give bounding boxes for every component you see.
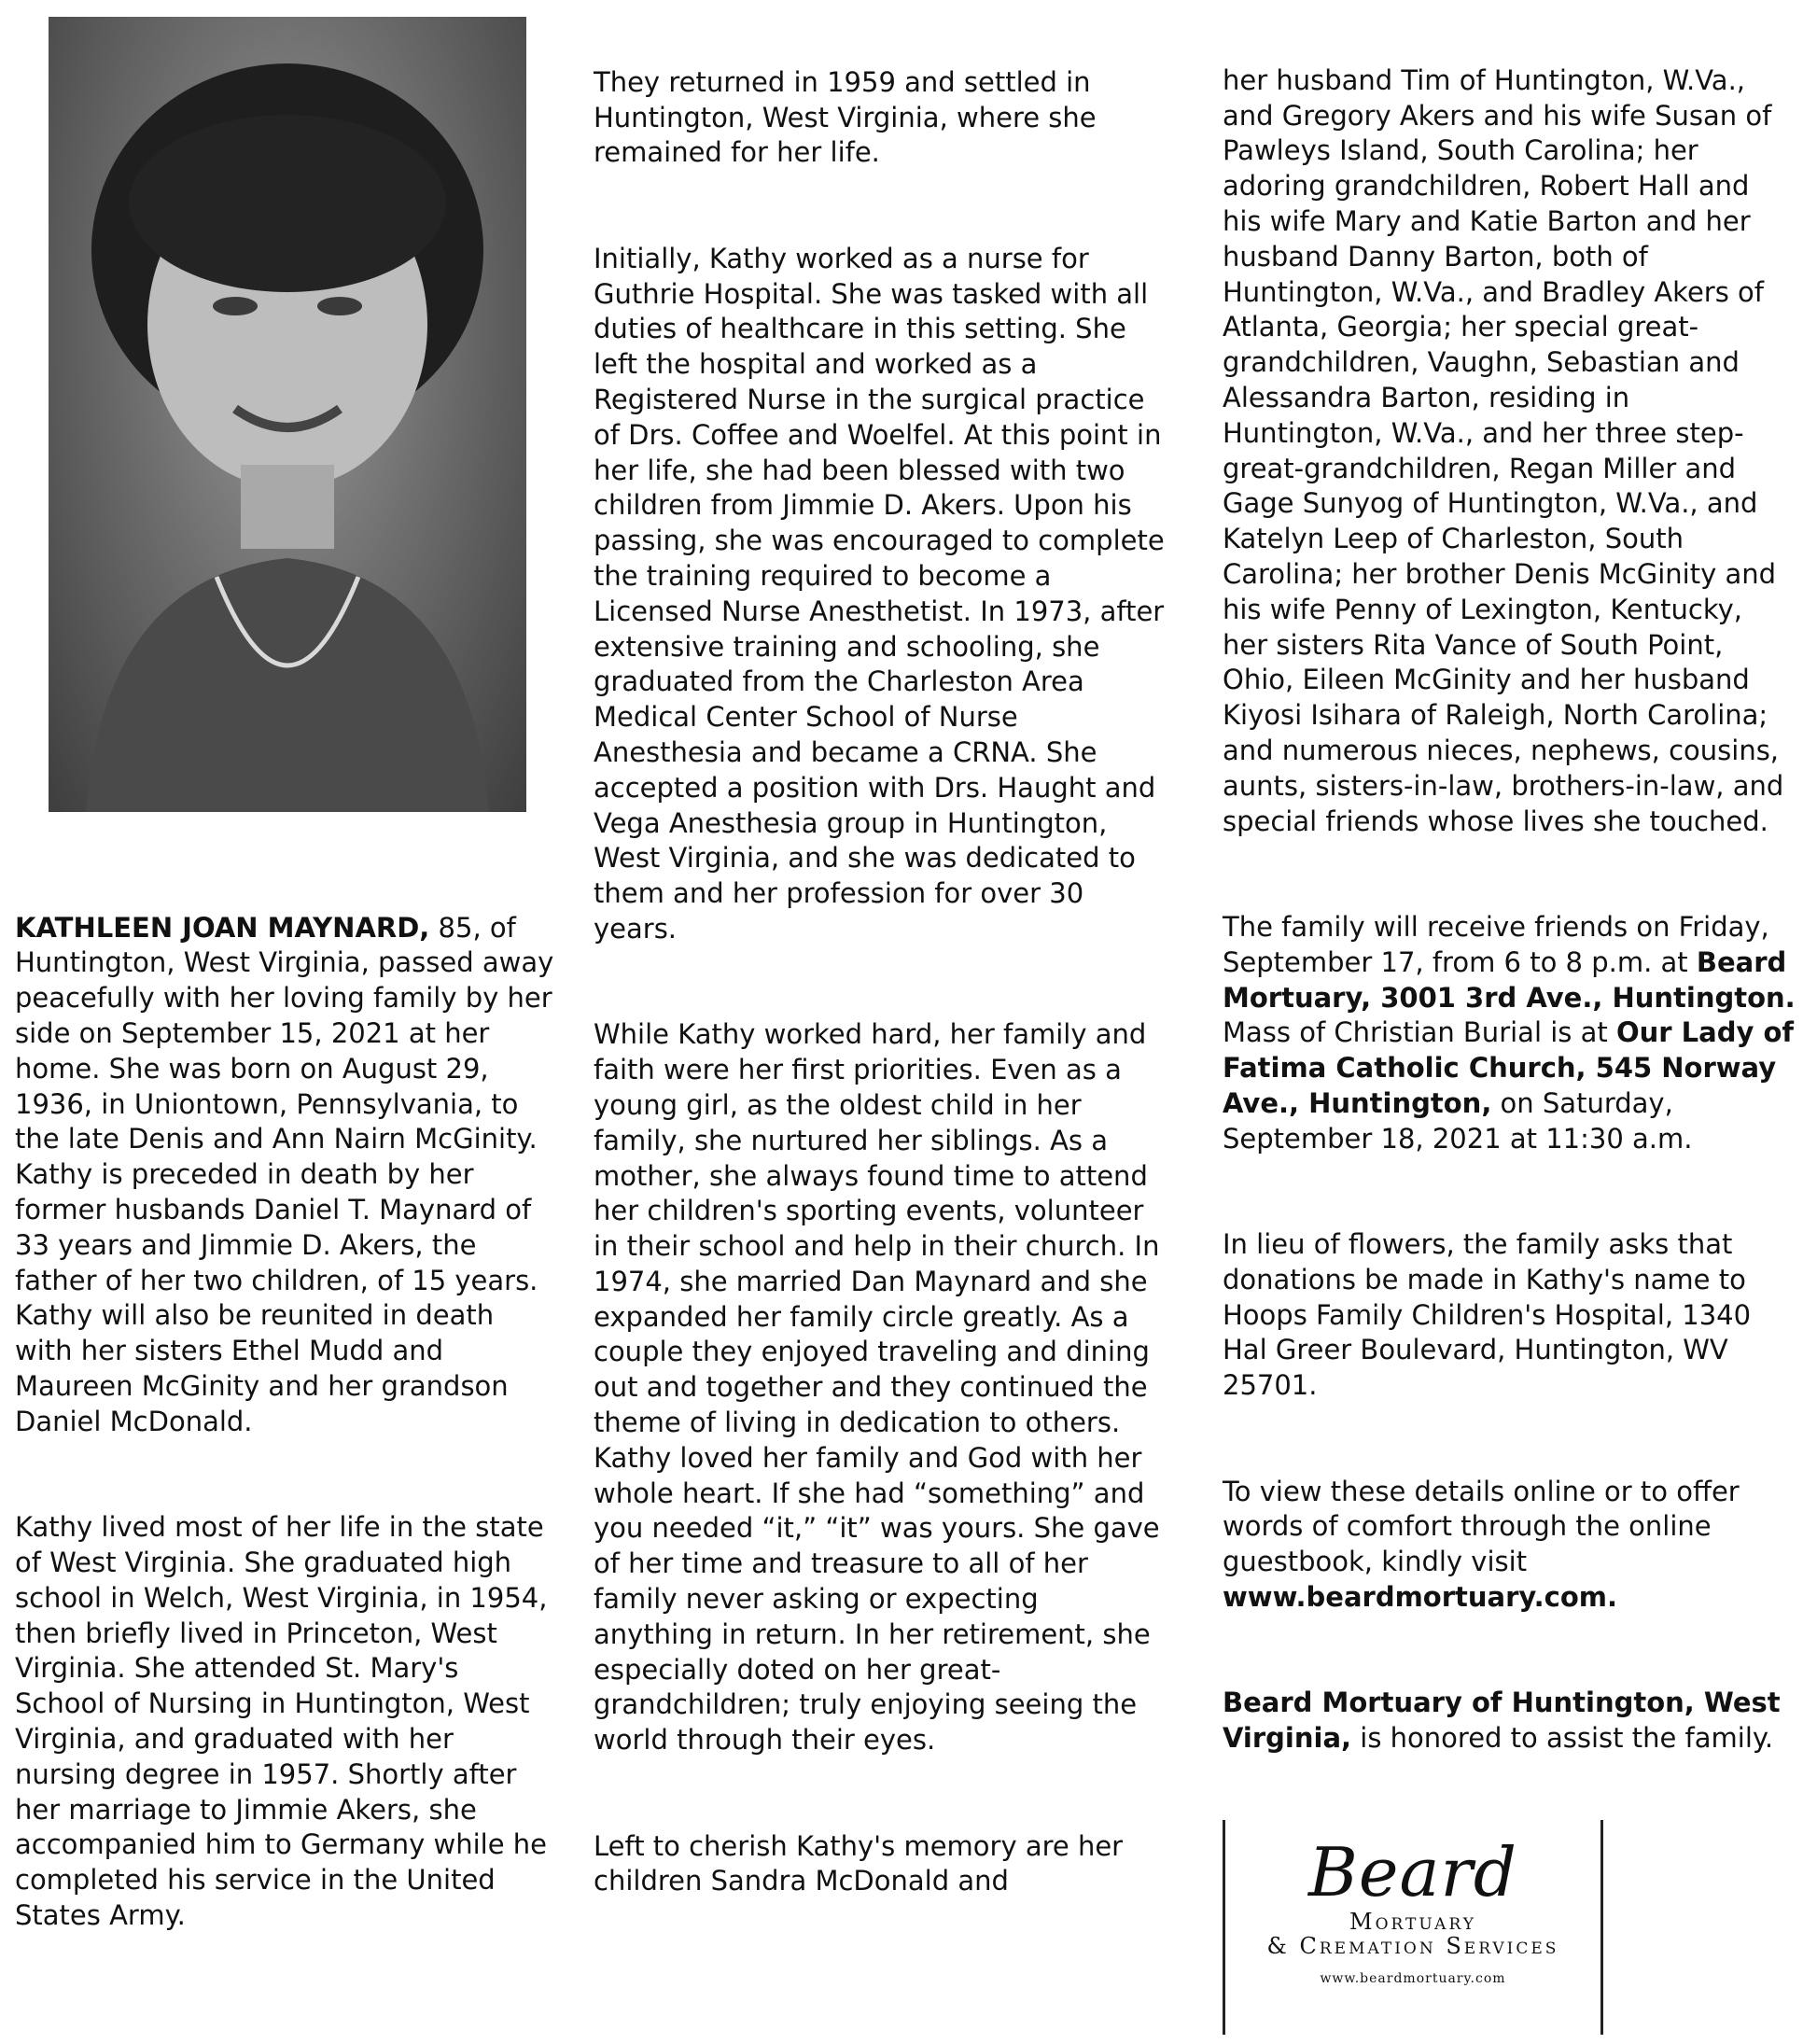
photo-spacer	[15, 35, 556, 875]
mortuary-name: Beard Mortuary of Huntington, West Virginia,	[1223, 1687, 1781, 1755]
visitation-text-2: Mass of Christian Burial is at	[1223, 1016, 1616, 1049]
survivors-paragraph-start: Left to cherish Kathy's memory are her children Sandra McDonald and	[594, 1829, 1124, 1897]
column-middle	[594, 30, 1165, 1970]
visitation-location: Beard Mortuary, 3001 3rd Ave., Huntington.	[1223, 945, 1796, 1014]
logo-line-2: & Cremation Services	[1266, 1933, 1559, 1959]
logo-url: www.beardmortuary.com	[1320, 1971, 1506, 1986]
mortuary-website-link[interactable]: www.beardmortuary.com.	[1223, 1581, 1618, 1614]
mortuary-logo	[1223, 1820, 1603, 2035]
column-right	[1223, 28, 1796, 1827]
logo-line-1: Mortuary	[1349, 1909, 1476, 1935]
mass-location: Our Lady of Fatima Catholic Church, 545 Norway Ave., Huntington,	[1223, 1016, 1795, 1119]
honored-text: is honored to assist the family.	[1351, 1722, 1774, 1755]
visitation-text-1: The family will receive friends on Friday, September 17, from 6 to 8 p.m. at	[1223, 910, 1769, 978]
column-left	[15, 0, 556, 2004]
returned-paragraph: They returned in 1959 and settled in Huntington, West Virginia, where she remained for her life.	[594, 65, 1097, 169]
logo-script-name: Beard	[1308, 1833, 1517, 1911]
intro-text: 85, of Huntington, West Virginia, passed away peacefully with her loving family by her side on September 15, 2021 at her home. She was born on August 29, 1936, in Uniontown, Pennsylvania, to the late Denis and Ann Nairn McGinity. Kathy is preceded in death by her former husbands Daniel T. Maynard of 33 years and Jimmie D. Akers, the father of her two children, of 15 years. Kathy will also be reunited in death with her sisters Ethel Mudd and Maureen McGinity and her grandson Daniel McDonald.	[15, 911, 554, 1437]
visitation-text-3: on Saturday, September 18, 2021 at 11:30 a.m.	[1223, 1086, 1693, 1155]
career-paragraph: Initially, Kathy worked as a nurse for Guthrie Hospital. She was tasked with all duties of healthcare in this setting. She left the hospital and worked as a Registered Nurse in the surgical practice of Drs. Coffee and Woelfel. At this point in her life, she had been blessed with two children from Jimmie D. Akers. Upon his passing, she was encouraged to complete the training required to become a Licensed Nurse Anesthetist. In 1973, after extensive training and schooling, she graduated from the Charleston Area Medical Center School of Nurse Anesthesia and became a CRNA. She accepted a position with Drs. Haught and Vega Anesthesia group in Huntington, West Virginia, and she was dedicated to them and her profession for over 30 years.	[594, 242, 1165, 945]
family-paragraph: While Kathy worked hard, her family and faith were her first priorities. Even as a young girl, as the oldest child in her family, she nurtured her siblings. As a mother, she always found time to attend her children's sporting events, volunteer in their school and help in their church. In 1974, she married Dan Maynard and she expanded her family circle greatly. As a couple they enjoyed traveling and dining out and together and they continued the theme of living in dedication to others. Kathy loved her family and God with her whole heart. If she had “something” and you needed “it,” “it” was yours. She gave of her time and treasure to all of her family never asking or expecting anything in return. In her retirement, she especially doted on her great-grandchildren; truly enjoying seeing the world through their eyes.	[594, 1018, 1160, 1757]
deceased-name: KATHLEEN JOAN MAYNARD,	[15, 911, 430, 944]
visitation-paragraph	[1223, 910, 1796, 1157]
life-paragraph: Kathy lived most of her life in the state of West Virginia. She graduated high school in Welch, West Virginia, in 1954, then briefly lived in Princeton, West Virginia. She attended St. Mary's School of Nursing in Huntington, West Virginia, and graduated with her nursing degree in 1957. Shortly after her marriage to Jimmie Akers, she accompanied him to Germany while he completed his service in the United States Army.	[15, 1511, 548, 1931]
online-text: To view these details online or to offer words of comfort through the online guestbook, kindly visit	[1223, 1475, 1740, 1578]
flowers-paragraph: In lieu of flowers, the family asks that donations be made in Kathy's name to Hoops Family Children's Hospital, 1340 Hal Greer Boulevard, Huntington, WV 25701.	[1223, 1228, 1752, 1402]
intro-paragraph	[15, 911, 556, 1440]
online-paragraph	[1223, 1475, 1796, 1616]
honored-paragraph	[1223, 1686, 1796, 1757]
survivors-paragraph-continued: her husband Tim of Huntington, W.Va., and Gregory Akers and his wife Susan of Pawleys Island, South Carolina; her adoring grandchildren, Robert Hall and his wife Mary and Katie Barton and her husband Danny Barton, both of Huntington, W.Va., and Bradley Akers of Atlanta, Georgia; her special great-grandchildren, Vaughn, Sebastian and Alessandra Barton, residing in Huntington, W.Va., and her three step- great-grandchildren, Regan Miller and Gage Sunyog of Huntington, W.Va., and Katelyn Leep of Charleston, South Carolina; her brother Denis McGinity and his wife Penny of Lexington, Kentucky, her sisters Rita Vance of South Point, Ohio, Eileen McGinity and her husband Kiyosi Isihara of Raleigh, North Carolina; and numerous nieces, nephews, cousins, aunts, sisters-in-law, brothers-in-law, and special friends whose lives she touched.	[1223, 63, 1784, 837]
